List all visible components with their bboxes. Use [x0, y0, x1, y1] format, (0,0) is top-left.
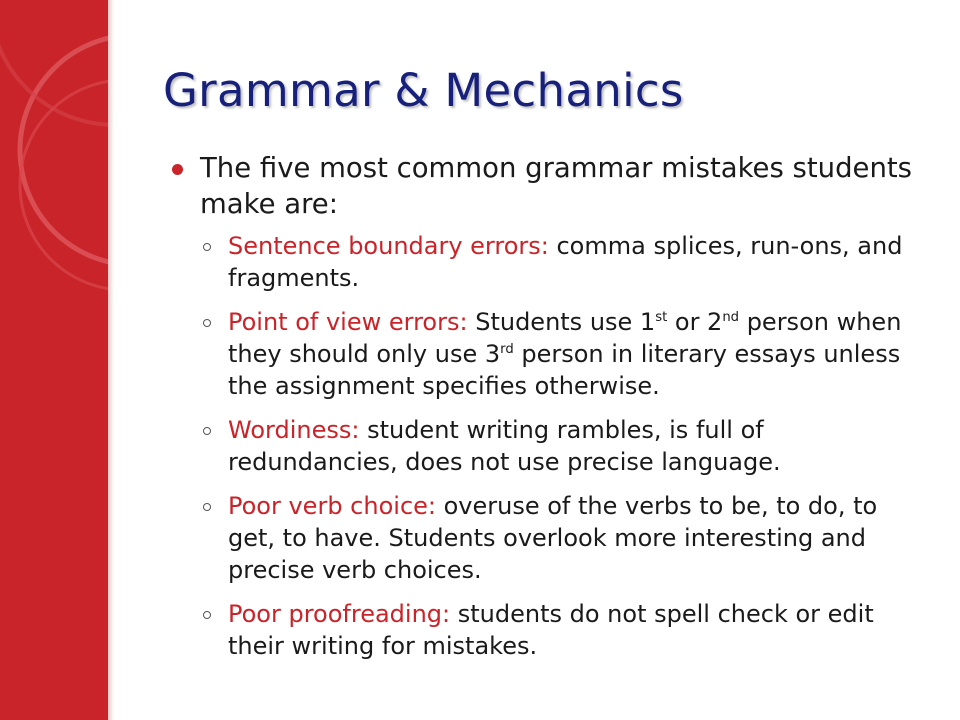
ring-bullet-icon: [203, 243, 211, 251]
list-item: [172, 598, 912, 662]
item-text: student writing rambles, is full of redundancies, does not use precise language.: [228, 416, 781, 476]
decorative-circles: [0, 0, 108, 720]
list-item: [172, 414, 912, 478]
slide-title: Grammar & Mechanics: [163, 64, 684, 117]
list-item: [172, 306, 912, 402]
ring-bullet-icon: [203, 427, 211, 435]
item-text: Students use 1: [467, 308, 656, 336]
ordinal-suffix: nd: [722, 310, 740, 325]
slide-content: [172, 150, 912, 674]
ring-bullet-icon: [203, 611, 211, 619]
ordinal-suffix: rd: [500, 342, 514, 357]
item-term: Point of view errors:: [228, 308, 468, 336]
decorative-red-band: [0, 0, 108, 720]
item-text: comma splices, run-ons, and fragments.: [228, 232, 903, 292]
bullet-dot-icon: [172, 164, 183, 175]
item-text: overuse of the verbs to be, to do, to get, to have. Students overlook more interesting and precise verb choices.: [228, 492, 878, 584]
ordinal-suffix: st: [655, 310, 668, 325]
item-term: Poor proofreading:: [228, 600, 451, 628]
list-item: [172, 490, 912, 586]
item-text: students do not spell check or edit their writing for mistakes.: [228, 600, 874, 660]
item-term: Poor verb choice:: [228, 492, 436, 520]
item-text: person in literary essays unless the assignment specifies otherwise.: [228, 340, 901, 400]
ring-bullet-icon: [203, 319, 211, 327]
item-term: Wordiness:: [228, 416, 360, 444]
mistakes-list: [172, 230, 912, 662]
intro-text: The five most common grammar mistakes students make are:: [200, 152, 912, 220]
item-text: or 2: [667, 308, 723, 336]
ring-bullet-icon: [203, 503, 211, 511]
list-item: [172, 230, 912, 294]
main-bullet: [172, 150, 912, 222]
item-term: Sentence boundary errors:: [228, 232, 549, 260]
item-text: person when they should only use 3: [228, 308, 902, 368]
band-edge-shadow: [108, 0, 114, 720]
